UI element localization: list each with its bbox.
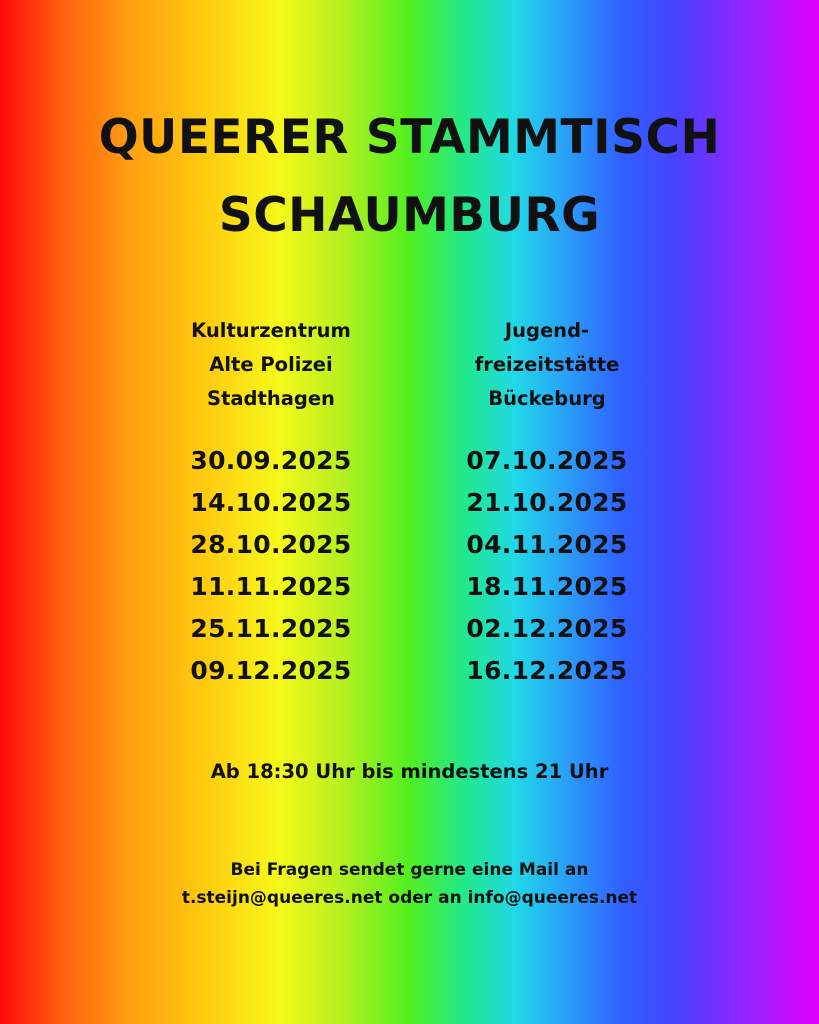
date-item: 14.10.2025 (190, 488, 352, 517)
date-item: 25.11.2025 (190, 614, 352, 643)
date-item: 30.09.2025 (190, 446, 352, 475)
venue-name-line: Bückeburg (488, 387, 606, 410)
contact-info (0, 856, 819, 912)
contact-emails: t.steijn@queeres.net oder an info@queeres.net (181, 888, 638, 908)
venue-name (417, 314, 677, 416)
date-item: 28.10.2025 (190, 530, 352, 559)
date-item: 18.11.2025 (466, 572, 628, 601)
date-list (417, 440, 677, 692)
time-info: Ab 18:30 Uhr bis mindestens 21 Uhr (210, 760, 609, 783)
venue-name-line: Stadthagen (207, 387, 335, 410)
venue-name-line: Kulturzentrum (191, 319, 351, 342)
date-list (141, 440, 401, 692)
venue-name (141, 314, 401, 416)
date-item: 07.10.2025 (466, 446, 628, 475)
poster-title-line-1: QUEERER STAMMTISCH (98, 110, 721, 165)
date-item: 21.10.2025 (466, 488, 628, 517)
date-item: 11.11.2025 (190, 572, 352, 601)
venue-name-line: Alte Polizei (209, 353, 333, 376)
poster-title-line-2: SCHAUMBURG (218, 188, 601, 243)
date-item: 09.12.2025 (190, 656, 352, 685)
venue-name-line: freizeitstätte (474, 353, 620, 376)
contact-line: Bei Fragen sendet gerne eine Mail an (230, 860, 589, 880)
date-item: 04.11.2025 (466, 530, 628, 559)
date-item: 02.12.2025 (466, 614, 628, 643)
date-item: 16.12.2025 (466, 656, 628, 685)
venue-name-line: Jugend- (504, 319, 590, 342)
